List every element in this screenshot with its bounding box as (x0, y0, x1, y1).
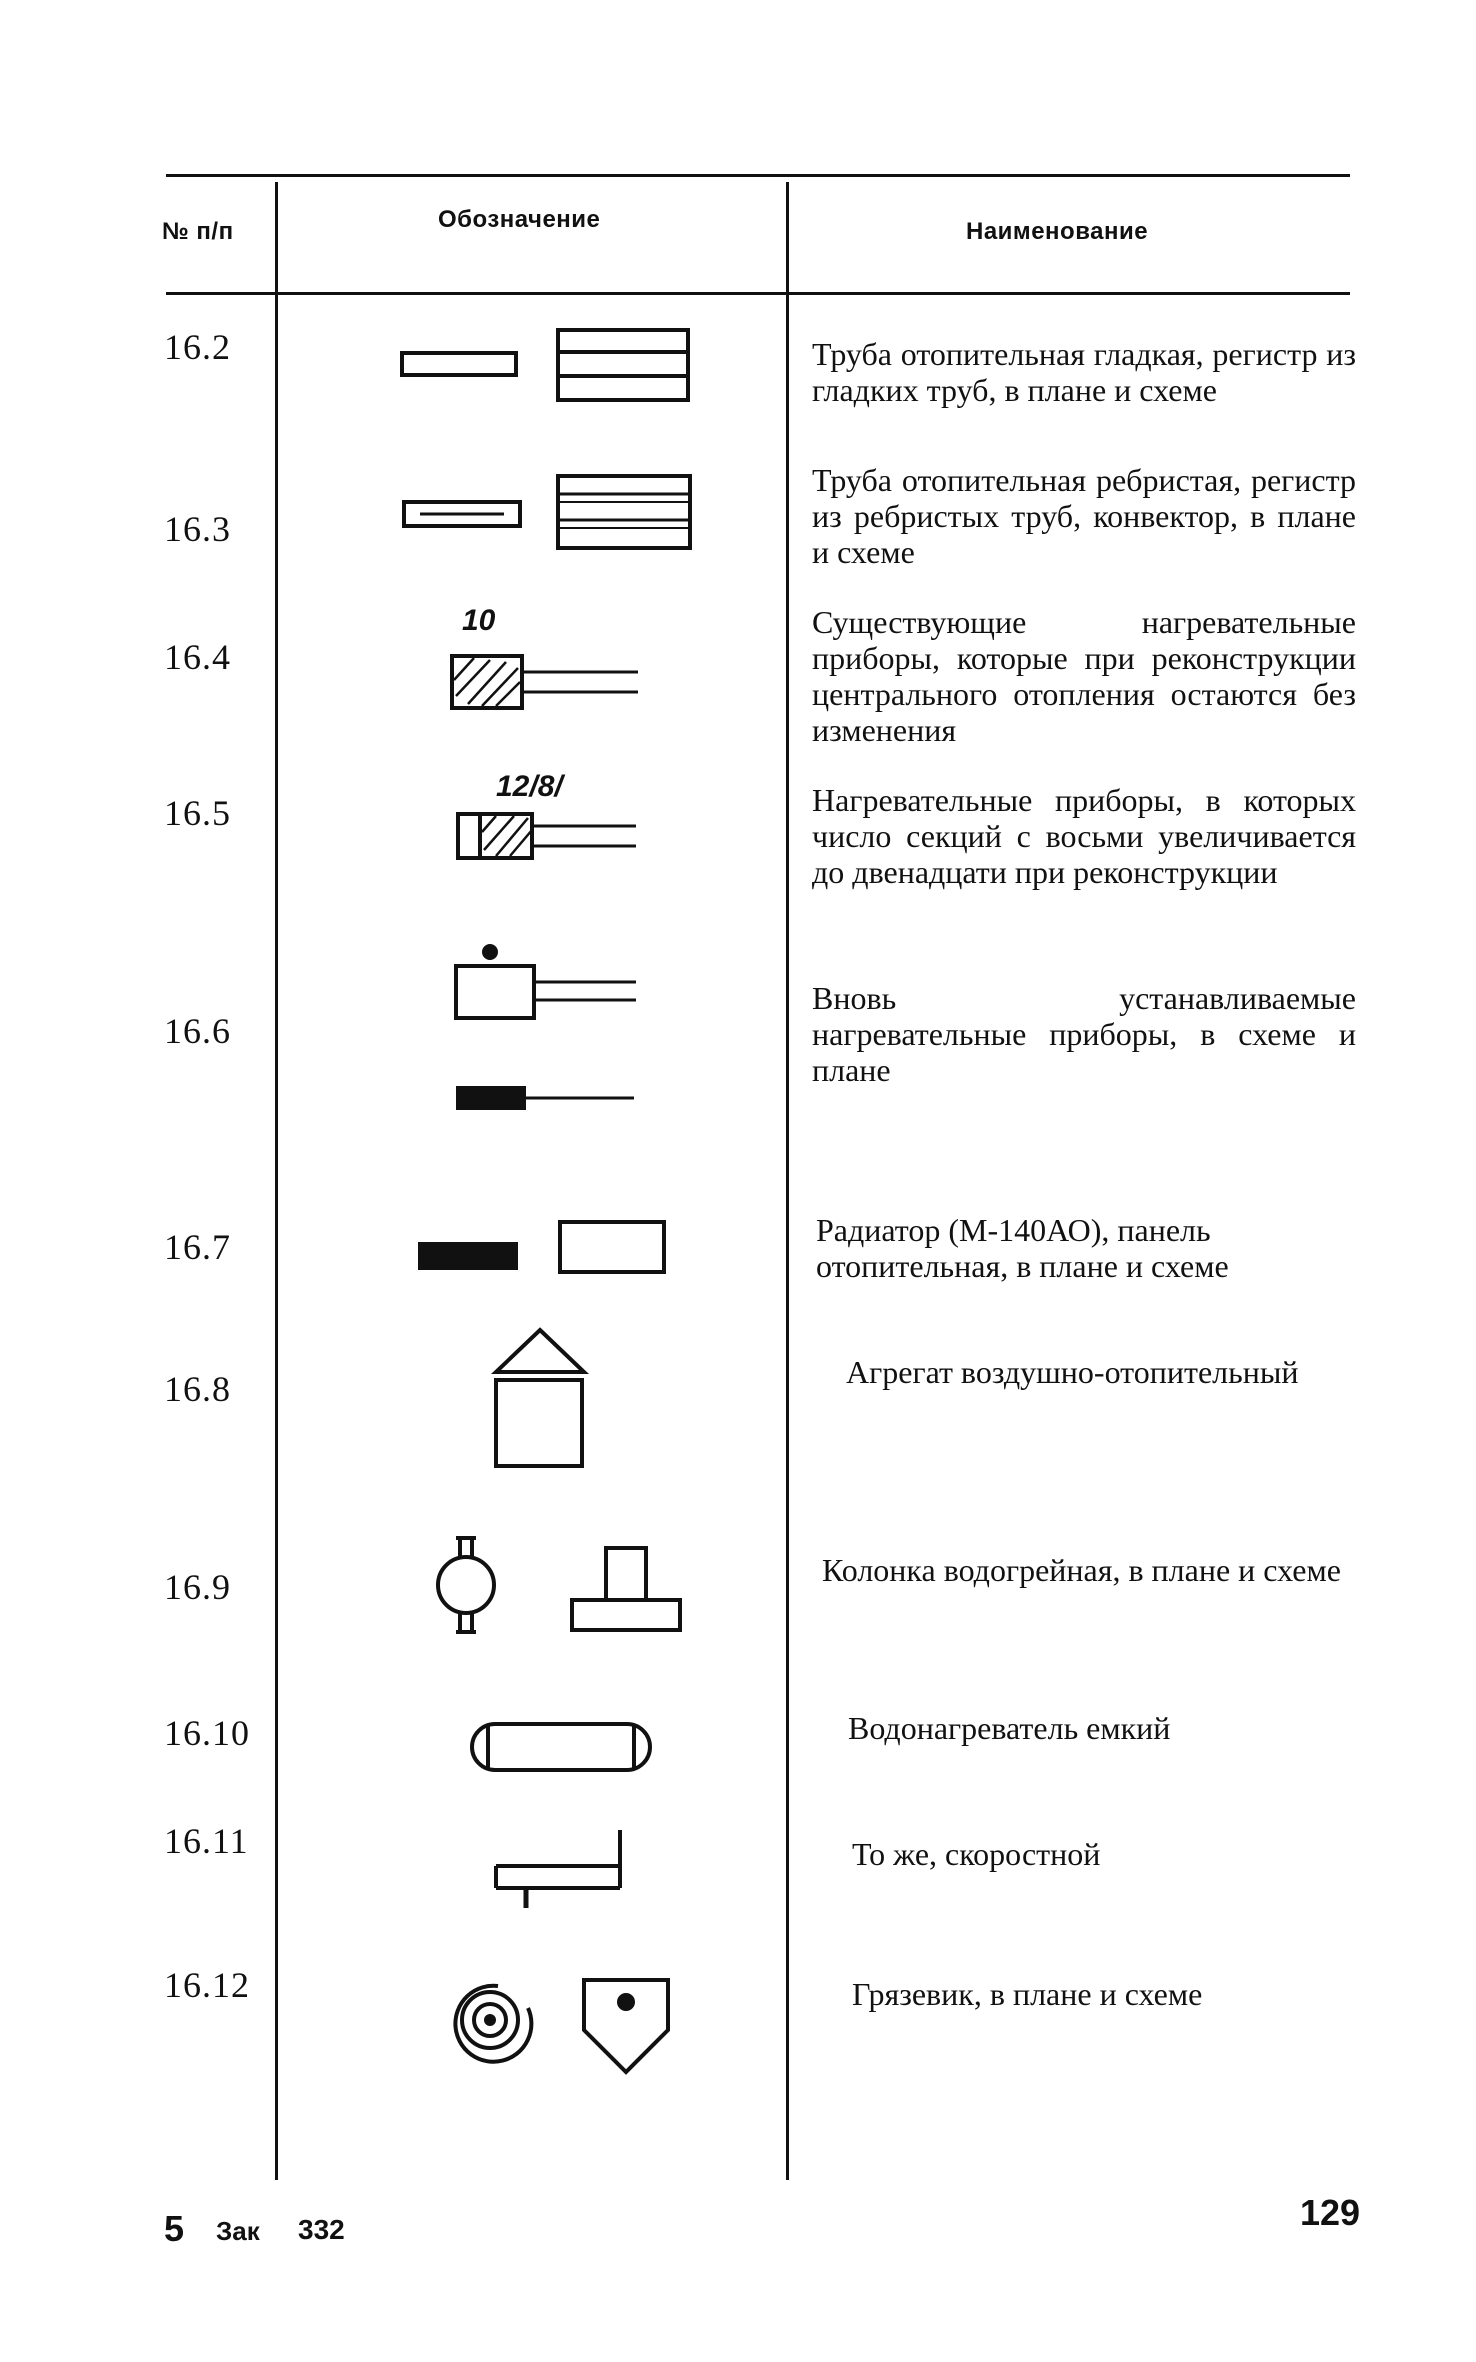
radiator-scheme-icon (560, 1222, 664, 1272)
row-name-16-6: Вновь устанавливаемые нагревательные приборы, в схеме и плане (812, 980, 1356, 1088)
page-number: 129 (1300, 2192, 1361, 2233)
smooth-pipe-plan-icon (402, 353, 516, 375)
row-name-16-4: Существующие нагревательные приборы, которые при реконструкции центрального отопления остаются без изменения (812, 604, 1356, 748)
water-heating-column-plan-icon (438, 1538, 494, 1632)
row-number-16-7: 16.7 (164, 1227, 231, 1267)
row-number-16-3: 16.3 (164, 509, 231, 549)
header-number: № п/п (162, 218, 234, 245)
row-number-16-8: 16.8 (164, 1369, 231, 1409)
instant-water-heater-icon (496, 1830, 620, 1908)
radiator-plan-icon (420, 1244, 516, 1268)
row-name-16-8: Агрегат воздушно-отопительный (846, 1354, 1299, 1390)
row-name-16-7: Радиатор (М-140АО), панель отопительная, в плане и схеме (816, 1212, 1229, 1284)
row-name-16-10: Водонагреватель емкий (848, 1710, 1171, 1746)
row-number-16-11: 16.11 (164, 1821, 249, 1861)
mud-trap-scheme-icon (584, 1980, 668, 2072)
symbol-label-16-4: 10 (462, 604, 496, 637)
air-heating-unit-icon (496, 1330, 584, 1466)
header-name: Наименование (966, 218, 1149, 245)
row-number-16-9: 16.9 (164, 1567, 231, 1607)
water-heating-column-scheme-icon (572, 1548, 680, 1630)
row-number-16-4: 16.4 (164, 637, 231, 677)
row-number-16-2: 16.2 (164, 327, 231, 367)
new-heater-plan-icon (458, 1088, 634, 1108)
column-divider-1 (275, 182, 278, 2180)
row-name-16-5: Нагревательные приборы, в которых число секций с восьми увеличивается до двенадцати при реконструкции (812, 782, 1356, 890)
header-bottom-rule (166, 292, 1350, 295)
row-name-16-3: Труба отопительная ребристая, регистр из ребристых труб, конвектор, в плане и схеме (812, 462, 1356, 570)
row-name-16-11: То же, скоростной (852, 1836, 1101, 1872)
row-number-16-12: 16.12 (164, 1965, 250, 2005)
row-number-16-5: 16.5 (164, 793, 231, 833)
row-number-16-10: 16.10 (164, 1713, 250, 1753)
row-name-16-12: Грязевик, в плане и схеме (852, 1976, 1203, 2012)
storage-water-heater-icon (472, 1724, 650, 1770)
enlarged-heater-icon (458, 814, 636, 858)
finned-pipe-plan-icon (404, 502, 520, 526)
row-number-16-6: 16.6 (164, 1011, 231, 1051)
mud-trap-plan-icon (455, 1986, 531, 2062)
row-name-16-9: Колонка водогрейная, в плане и схеме (822, 1552, 1341, 1588)
column-divider-2 (786, 182, 789, 2180)
symbols-column (290, 300, 780, 2180)
new-heater-scheme-icon (456, 946, 636, 1018)
printing-signature-order: 332 (298, 2214, 345, 2245)
symbol-label-16-5: 12/8/ (496, 770, 563, 803)
table-top-rule (166, 174, 1350, 177)
printing-signature-label: Зак (216, 2216, 260, 2246)
row-name-16-2: Труба отопительная гладкая, регистр из гладких труб, в плане и схеме (812, 336, 1356, 408)
smooth-register-scheme-icon (558, 330, 688, 400)
header-symbol: Обозначение (438, 206, 601, 233)
printing-signature-number: 5 (164, 2208, 185, 2249)
finned-register-scheme-icon (558, 476, 690, 548)
existing-heater-icon (452, 656, 638, 708)
